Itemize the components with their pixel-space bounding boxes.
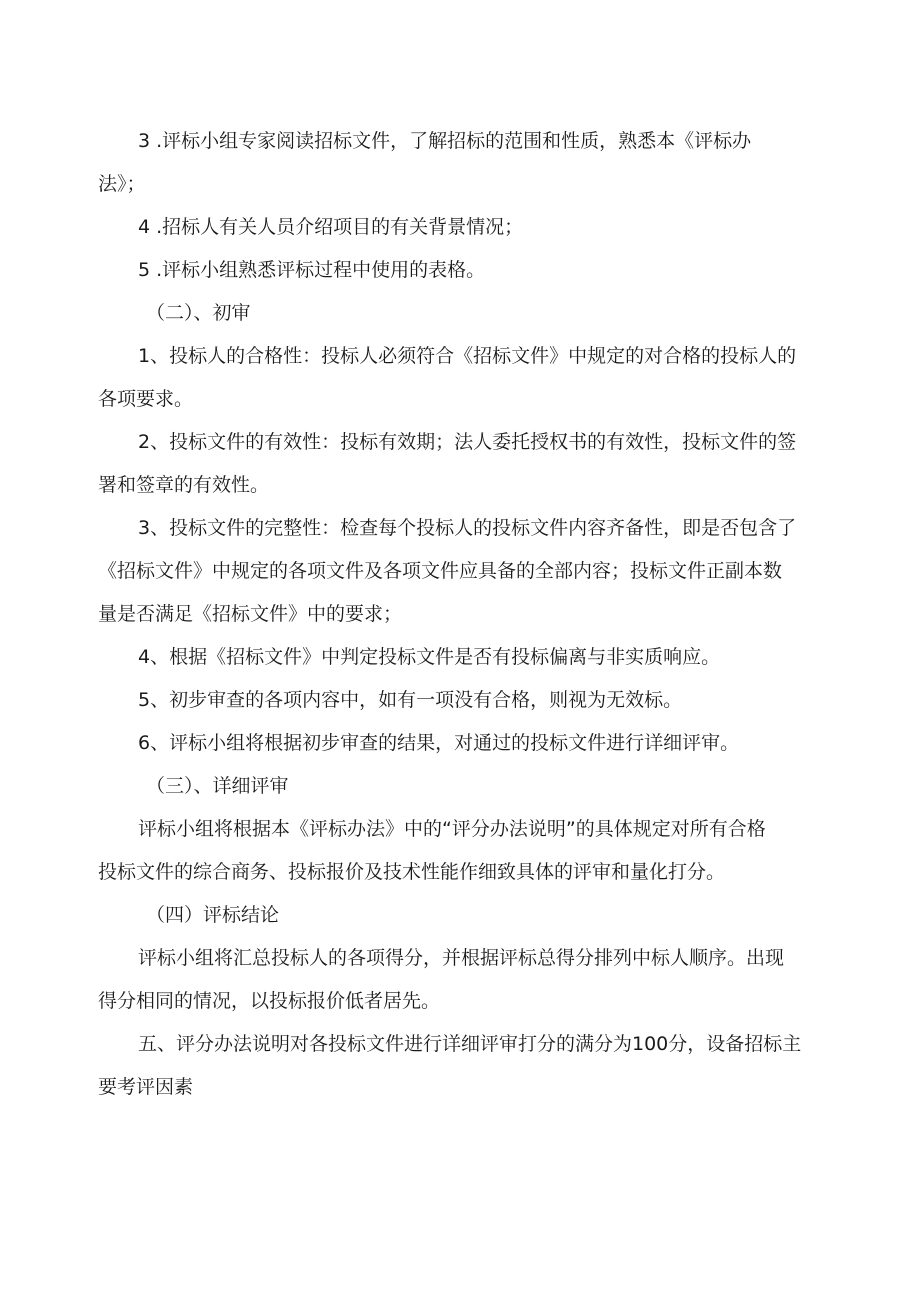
text-line: 6、评标小组将根据初步审查的结果，对通过的投标文件进行详细评审。 xyxy=(138,732,740,754)
paragraph-validity xyxy=(0,421,920,507)
text-line: 得分相同的情况，以投标报价低者居先。 xyxy=(98,990,441,1012)
heading-text: （四）评标结论 xyxy=(146,904,280,926)
section-heading-detailed-review xyxy=(0,765,920,808)
text-line: 评标小组将根据本《评标办法》中的“评分办法说明”的具体规定对所有合格 xyxy=(138,818,766,840)
paragraph-completeness xyxy=(0,507,920,636)
heading-text: （三）、详细评审 xyxy=(146,775,289,797)
text-line: 五、评分办法说明对各投标文件进行详细评审打分的满分为100分，设备招标主 xyxy=(138,1033,802,1055)
paragraph-detailed-review-intro xyxy=(0,722,920,765)
paragraph-conclusion xyxy=(0,937,920,1023)
paragraph-qualification xyxy=(0,335,920,421)
text-line: 评标小组将汇总投标人的各项得分，并根据评标总得分排列中标人顺序。出现 xyxy=(138,947,785,969)
paragraph-scoring-method xyxy=(0,1023,920,1109)
section-heading-preliminary-review xyxy=(0,292,920,335)
text-line: 4 .招标人有关人员介绍项目的有关背景情况； xyxy=(138,216,524,238)
text-line: 5、初步审查的各项内容中，如有一项没有合格，则视为无效标。 xyxy=(138,689,683,711)
text-line: 1、投标人的合格性：投标人必须符合《招标文件》中规定的对合格的投标人的 xyxy=(138,345,797,367)
text-line: 3、投标文件的完整性：检查每个投标人的投标文件内容齐备性，即是否包含了 xyxy=(138,517,797,539)
text-line: 各项要求。 xyxy=(98,388,194,410)
paragraph-item-5 xyxy=(0,249,920,292)
section-heading-conclusion xyxy=(0,894,920,937)
paragraph-invalid-bid xyxy=(0,679,920,722)
paragraph-detailed-review xyxy=(0,808,920,894)
text-line: 5 .评标小组熟悉评标过程中使用的表格。 xyxy=(138,259,486,281)
text-line: 署和签章的有效性。 xyxy=(98,474,270,496)
text-line: 量是否满足《招标文件》中的要求； xyxy=(98,603,403,625)
text-line: 《招标文件》中规定的各项文件及各项文件应具备的全部内容；投标文件正副本数 xyxy=(98,560,783,582)
text-line: 4、根据《招标文件》中判定投标文件是否有投标偏离与非实质响应。 xyxy=(138,646,721,668)
text-line: 3 .评标小组专家阅读招标文件，了解招标的范围和性质，熟悉本《评标办 xyxy=(138,130,752,152)
text-line: 法》； xyxy=(98,173,146,195)
paragraph-item-4 xyxy=(0,206,920,249)
text-line: 要考评因素 xyxy=(98,1076,194,1098)
heading-text: （二）、初审 xyxy=(146,302,251,324)
text-line: 投标文件的综合商务、投标报价及技术性能作细致具体的评审和量化打分。 xyxy=(98,861,726,883)
paragraph-deviation xyxy=(0,636,920,679)
text-line: 2、投标文件的有效性：投标有效期；法人委托授权书的有效性，投标文件的签 xyxy=(138,431,797,453)
paragraph-item-3 xyxy=(0,120,920,206)
